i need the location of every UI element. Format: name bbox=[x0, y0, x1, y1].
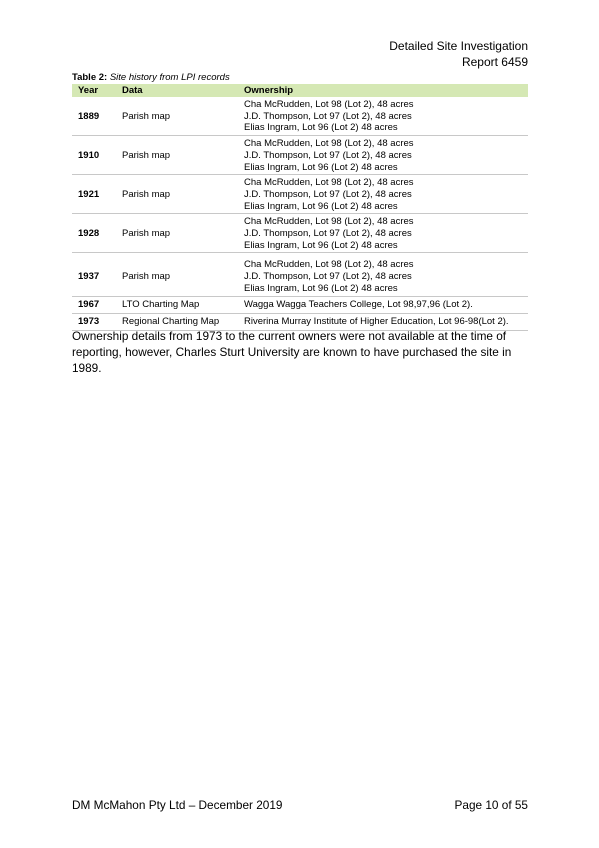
ownership-line: Cha McRudden, Lot 98 (Lot 2), 48 acres bbox=[244, 177, 414, 189]
row-data-source: Regional Charting Map bbox=[116, 313, 238, 330]
table-row bbox=[72, 175, 528, 214]
ownership-line: Cha McRudden, Lot 98 (Lot 2), 48 acres bbox=[244, 259, 414, 271]
table-row bbox=[72, 214, 528, 253]
row-data-source: Parish map bbox=[116, 175, 238, 214]
row-year: 1921 bbox=[72, 175, 116, 214]
row-year: 1967 bbox=[72, 296, 116, 313]
table-caption-text: Site history from LPI records bbox=[109, 72, 230, 83]
ownership-line: J.D. Thompson, Lot 97 (Lot 2), 48 acres bbox=[244, 149, 412, 161]
row-data-source: Parish map bbox=[116, 97, 238, 136]
table-header-row bbox=[72, 84, 528, 97]
ownership-line: Cha McRudden, Lot 98 (Lot 2), 48 acres bbox=[244, 216, 414, 228]
footer-company-date: DM McMahon Pty Ltd – December 2019 bbox=[72, 798, 283, 812]
row-year: 1937 bbox=[72, 253, 116, 296]
ownership-line: Cha McRudden, Lot 98 (Lot 2), 48 acres bbox=[244, 138, 414, 150]
row-year: 1973 bbox=[72, 313, 116, 330]
ownership-line: Elias Ingram, Lot 96 (Lot 2) 48 acres bbox=[244, 239, 398, 251]
ownership-line: J.D. Thompson, Lot 97 (Lot 2), 48 acres bbox=[244, 271, 412, 283]
site-history-table bbox=[72, 84, 528, 331]
row-ownership bbox=[238, 97, 528, 136]
ownership-line: J.D. Thompson, Lot 97 (Lot 2), 48 acres bbox=[244, 188, 412, 200]
row-data-source: Parish map bbox=[116, 214, 238, 253]
row-data-source: Parish map bbox=[116, 253, 238, 296]
row-year: 1910 bbox=[72, 136, 116, 175]
table-row bbox=[72, 136, 528, 175]
row-year: 1928 bbox=[72, 214, 116, 253]
ownership-line: Elias Ingram, Lot 96 (Lot 2) 48 acres bbox=[244, 282, 398, 294]
row-ownership bbox=[238, 214, 528, 253]
ownership-line: Elias Ingram, Lot 96 (Lot 2) 48 acres bbox=[244, 161, 398, 173]
table-row bbox=[72, 253, 528, 296]
ownership-line: Elias Ingram, Lot 96 (Lot 2) 48 acres bbox=[244, 122, 398, 134]
row-ownership bbox=[238, 253, 528, 296]
row-year: 1889 bbox=[72, 97, 116, 136]
row-data-source: LTO Charting Map bbox=[116, 296, 238, 313]
table-row bbox=[72, 97, 528, 136]
table-caption-label: Table 2: bbox=[72, 72, 108, 83]
row-data-source: Parish map bbox=[116, 136, 238, 175]
column-header-ownership: Ownership bbox=[238, 84, 528, 97]
row-ownership: Wagga Wagga Teachers College, Lot 98,97,96 (Lot 2). bbox=[238, 296, 528, 313]
column-header-data: Data bbox=[116, 84, 238, 97]
column-header-year: Year bbox=[72, 84, 116, 97]
header-title: Detailed Site Investigation bbox=[389, 39, 528, 53]
ownership-line: Elias Ingram, Lot 96 (Lot 2) 48 acres bbox=[244, 200, 398, 212]
row-ownership bbox=[238, 136, 528, 175]
table-caption bbox=[72, 72, 230, 83]
header-report-number: Report 6459 bbox=[461, 55, 528, 69]
ownership-line: J.D. Thompson, Lot 97 (Lot 2), 48 acres bbox=[244, 110, 412, 122]
footer-page-number: Page 10 of 55 bbox=[454, 798, 528, 812]
ownership-note-paragraph: Ownership details from 1973 to the current owners were not available at the time of reporting, however, Charles Sturt University are known to have purchased the site in 1989. bbox=[72, 329, 512, 375]
ownership-line: Cha McRudden, Lot 98 (Lot 2), 48 acres bbox=[244, 99, 414, 110]
table-row bbox=[72, 296, 528, 313]
ownership-line: J.D. Thompson, Lot 97 (Lot 2), 48 acres bbox=[244, 228, 412, 240]
row-ownership bbox=[238, 175, 528, 214]
document-header bbox=[389, 38, 528, 70]
row-ownership: Riverina Murray Institute of Higher Education, Lot 96-98(Lot 2). bbox=[238, 313, 528, 330]
